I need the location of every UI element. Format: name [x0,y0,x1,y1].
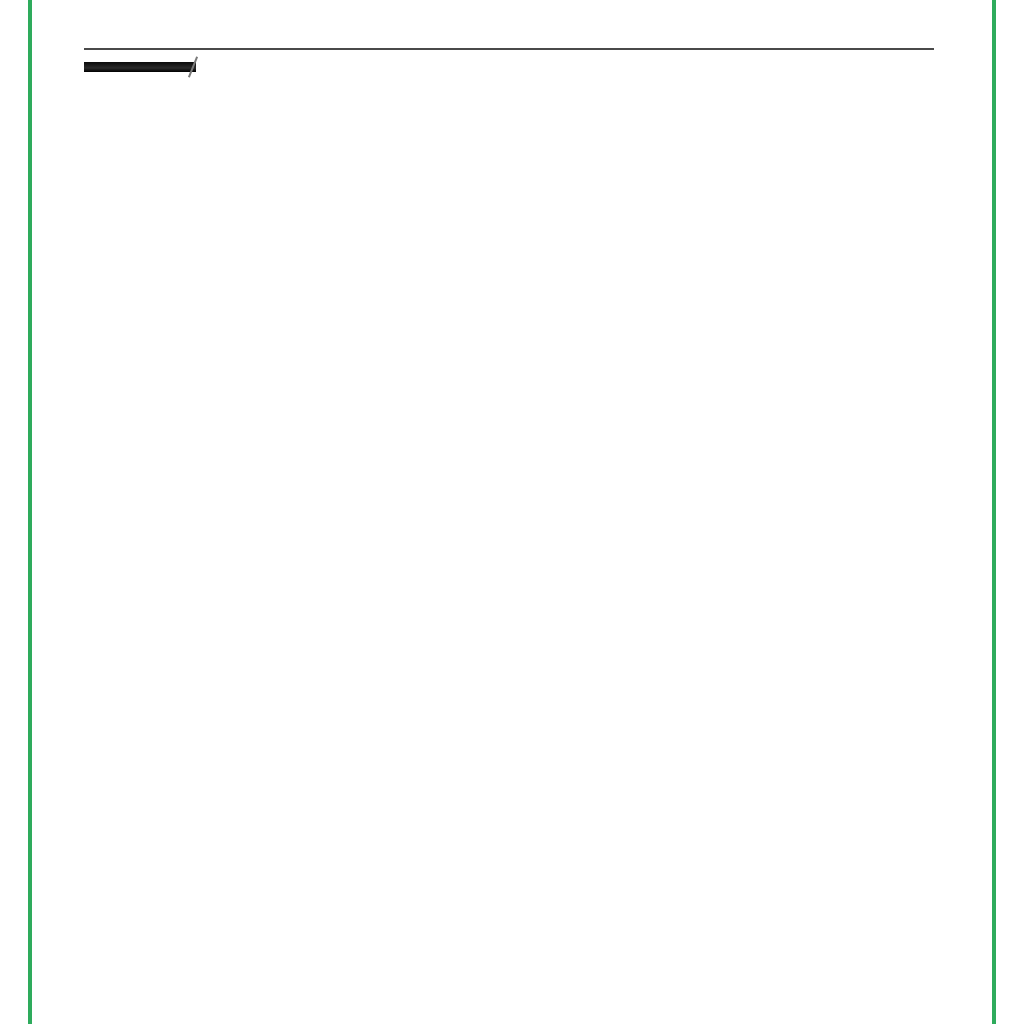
page-title [34,0,990,16]
page-border-left [28,0,32,1024]
page-content [34,0,990,1024]
header-rule [84,48,934,50]
section-tab-mark [84,62,196,72]
page-border-right [992,0,996,1024]
